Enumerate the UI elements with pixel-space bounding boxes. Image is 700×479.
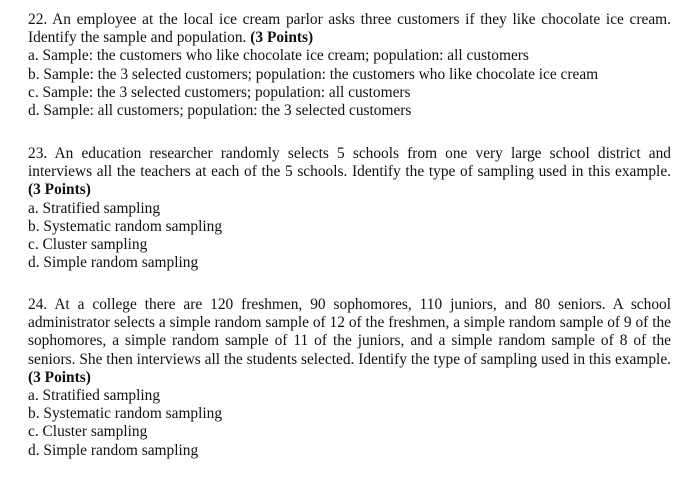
answer-option-b[interactable]: b. Systematic random sampling xyxy=(28,217,223,235)
question-stem xyxy=(28,296,671,387)
answer-option-d[interactable]: d. Sample: all customers; population: the 3 selected customers xyxy=(28,102,412,120)
question-text: 24. At a college there are 120 freshmen, 90 sophomores, 110 juniors, and 80 seniors. A school administrator selects a simple random sample of 12 of the freshmen, a simple random sample of 9 of the sophomores, a simple random sample of 11 of the juniors, and a simple random sample of 8 of the seniors. She then interviews all the students selected. Identify the type of sampling used in this example. xyxy=(28,296,671,368)
answer-option-c[interactable]: c. Cluster sampling xyxy=(28,236,148,254)
answer-option-a[interactable]: a. Stratified sampling xyxy=(28,199,161,217)
question-22 xyxy=(28,11,671,120)
answer-options xyxy=(28,387,671,460)
question-stem xyxy=(28,145,671,200)
answer-option-d[interactable]: d. Simple random sampling xyxy=(28,254,199,272)
question-points: (3 Points) xyxy=(250,29,314,47)
question-points: (3 Points) xyxy=(28,368,91,386)
question-stem xyxy=(28,11,671,47)
answer-option-c[interactable]: c. Cluster sampling xyxy=(28,423,148,441)
answer-options xyxy=(28,200,671,273)
question-text: 23. An education researcher randomly selects 5 schools from one very large school district and interviews all the teachers at each of the 5 schools. Identify the type of sampling used in this example. xyxy=(28,145,671,181)
question-text: 22. An employee at the local ice cream parlor asks three customers if they like chocolate ice cream. Identify the sample and population. xyxy=(28,11,671,47)
answer-option-d[interactable]: d. Simple random sampling xyxy=(28,441,199,459)
question-23 xyxy=(28,145,671,272)
question-points: (3 Points) xyxy=(28,181,91,199)
answer-options xyxy=(28,47,671,120)
answer-option-b[interactable]: b. Sample: the 3 selected customers; population: the customers who like chocolate ice cream xyxy=(28,65,599,83)
answer-option-b[interactable]: b. Systematic random sampling xyxy=(28,405,223,423)
answer-option-c[interactable]: c. Sample: the 3 selected customers; population: all customers xyxy=(28,83,411,101)
question-24 xyxy=(28,296,671,460)
answer-option-a[interactable]: a. Sample: the customers who like chocolate ice cream; population: all customers xyxy=(28,47,529,65)
answer-option-a[interactable]: a. Stratified sampling xyxy=(28,387,161,405)
